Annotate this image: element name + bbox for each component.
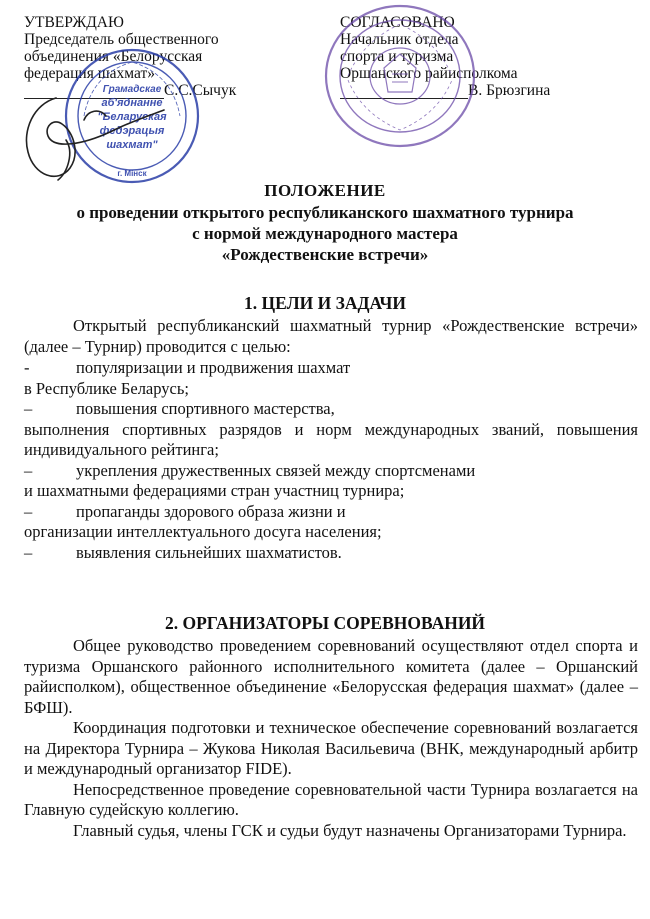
list-item bbox=[24, 358, 638, 379]
stamp-text-4: федэрацыя bbox=[99, 125, 165, 137]
bullet-text: укрепления дружественных связей между спортсменами bbox=[76, 460, 476, 480]
bullet-mark: – bbox=[24, 542, 33, 562]
approve-right-line2: спорта и туризма bbox=[340, 48, 454, 65]
purple-stamp-icon bbox=[322, 2, 478, 150]
bullet-mark: – bbox=[24, 399, 33, 418]
bullet-mark: – bbox=[24, 460, 33, 480]
approve-left-line1: Председатель общественного bbox=[24, 31, 219, 48]
list-item bbox=[24, 461, 638, 482]
approve-right-signer: В. Брюзгина bbox=[468, 82, 551, 99]
approve-left-signer: С.С.Сычук bbox=[164, 82, 237, 99]
section-1-intro: Открытый республиканский шахматный турнир «Рождественские встречи» (далее – Турнир) проводится с целью: bbox=[24, 316, 638, 356]
paragraph: Общее руководство проведением соревнований осуществляют отдел спорта и туризма Оршанского районного исполнительного комитета (далее – Оршанский райисполком), общественное объединение «Белорусская федерация шахмат» (далее – БФШ). bbox=[24, 636, 638, 717]
document-title: ПОЛОЖЕНИЕ bbox=[264, 181, 386, 200]
section-2-body bbox=[24, 636, 638, 841]
document-subtitle-3: «Рождественские встречи» bbox=[221, 245, 429, 264]
paragraph: Главный судья, члены ГСК и судьи будут назначены Организаторами Турнира. bbox=[73, 820, 627, 840]
goals-list bbox=[24, 358, 638, 563]
stamp-text-3: "Беларуская bbox=[97, 111, 167, 123]
stamp-text-2: аб'яднанне bbox=[101, 97, 163, 109]
approve-right-line3: Оршанского райисполкома bbox=[340, 65, 518, 82]
approve-right-label: СОГЛАСОВАНО bbox=[340, 14, 455, 31]
section-2-heading: 2. ОРГАНИЗАТОРЫ СОРЕВНОВАНИЙ bbox=[164, 613, 486, 633]
bullet-text: выявления сильнейших шахматистов. bbox=[76, 542, 342, 562]
bullet-continuation: и шахматными федерациями стран участниц турнира; bbox=[24, 481, 405, 500]
bullet-text: популяризации и продвижения шахмат bbox=[76, 358, 351, 377]
approve-left-line3: федерация шахмат» bbox=[24, 65, 155, 82]
bullet-mark: – bbox=[24, 501, 33, 521]
list-item bbox=[24, 543, 638, 564]
paragraph: Непосредственное проведение соревновательной части Турнира возлагается на Главную судейскую коллегию. bbox=[24, 779, 638, 819]
approve-left-line2: объединения «Белорусская bbox=[24, 48, 203, 65]
list-item bbox=[24, 399, 638, 420]
paragraph: Координация подготовки и техническое обеспечение соревнований возлагается на Директора Турнира – Жукова Николая Васильевича (ВНК, международный арбитр и международный организатор FIDE). bbox=[24, 718, 638, 778]
signature-icon bbox=[14, 80, 174, 190]
stamp-text-bottom: г. Мінск bbox=[117, 169, 147, 178]
bullet-mark: - bbox=[24, 358, 30, 377]
document-subtitle-1: о проведении открытого республиканского шахматного турнира bbox=[76, 203, 574, 222]
list-item bbox=[24, 502, 638, 523]
bullet-text: пропаганды здорового образа жизни и bbox=[76, 501, 346, 521]
approve-right-line1: Начальник отдела bbox=[340, 31, 459, 48]
section-1-heading: 1. ЦЕЛИ И ЗАДАЧИ bbox=[244, 293, 406, 313]
stamp-text-1: Грамадскае bbox=[102, 84, 162, 95]
bullet-text: повышения спортивного мастерства, bbox=[76, 399, 335, 418]
bullet-continuation: организации интеллектуального досуга населения; bbox=[24, 522, 382, 541]
stamp-text-5: шахмат" bbox=[106, 139, 158, 151]
approve-left-label: УТВЕРЖДАЮ bbox=[24, 14, 124, 31]
bullet-continuation: в Республике Беларусь; bbox=[24, 378, 189, 398]
bullet-continuation: выполнения спортивных разрядов и норм международных званий, повышения индивидуального рейтинга; bbox=[24, 419, 638, 459]
document-subtitle-2: с нормой международного мастера bbox=[192, 224, 458, 243]
